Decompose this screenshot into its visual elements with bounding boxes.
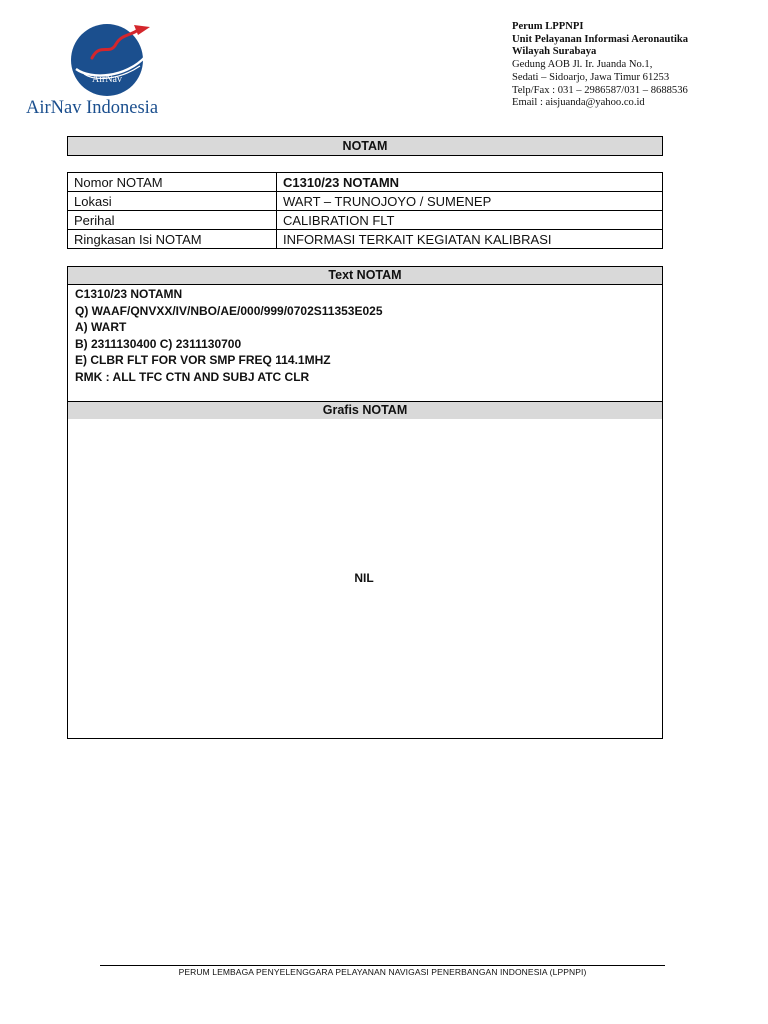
- org-unit: Unit Pelayanan Informasi Aeronautika: [512, 33, 689, 45]
- perihal-value: CALIBRATION FLT: [277, 211, 663, 230]
- nomor-label: Nomor NOTAM: [68, 173, 277, 192]
- notam-line: Q) WAAF/QNVXX/IV/NBO/AE/000/999/0702S11353E025: [75, 303, 383, 318]
- notam-info-table: [67, 172, 663, 249]
- text-notam-body: [75, 286, 383, 385]
- org-name: Perum LPPNPI: [512, 21, 584, 32]
- notam-line: C1310/23 NOTAMN: [75, 287, 183, 301]
- perihal-label: Perihal: [68, 211, 277, 230]
- table-row: [68, 230, 663, 249]
- page-title: NOTAM: [67, 136, 663, 156]
- org-building: Gedung AOB Jl. Ir. Juanda No.1,: [512, 59, 653, 71]
- organization-address: [512, 21, 752, 110]
- table-row: [68, 192, 663, 211]
- table-row: [68, 211, 663, 230]
- nomor-value: C1310/23 NOTAMN: [277, 173, 663, 192]
- org-city: Sedati – Sidoarjo, Jawa Timur 61253: [512, 71, 670, 83]
- grafis-content: NIL: [354, 571, 374, 585]
- notam-line: B) 2311130400 C) 2311130700: [75, 336, 242, 351]
- table-row: [68, 173, 663, 192]
- airnav-logo: [26, 20, 196, 120]
- footer-text: PERUM LEMBAGA PENYELENGGARA PELAYANAN NAVIGASI PENERBANGAN INDONESIA (LPPNPI): [178, 967, 587, 977]
- org-email: Email : aisjuanda@yahoo.co.id: [512, 97, 645, 109]
- text-notam-heading: Text NOTAM: [68, 267, 662, 285]
- org-phone: Telp/Fax : 031 – 2986587/031 – 8688536: [512, 84, 688, 96]
- lokasi-value: WART – TRUNOJOYO / SUMENEP: [277, 192, 663, 211]
- notam-line: A) WART: [75, 320, 127, 334]
- lokasi-label: Lokasi: [68, 192, 277, 211]
- notam-line: E) CLBR FLT FOR VOR SMP FREQ 114.1MHZ: [75, 353, 331, 367]
- org-region: Wilayah Surabaya: [512, 46, 597, 58]
- brand-name: AirNav Indonesia: [26, 98, 159, 118]
- airnav-globe-icon: [66, 22, 156, 98]
- logo-badge-text: AirNav: [92, 74, 122, 85]
- ringkasan-label: Ringkasan Isi NOTAM: [68, 230, 277, 249]
- footer-divider: [100, 965, 665, 966]
- notam-line: RMK : ALL TFC CTN AND SUBJ ATC CLR: [75, 369, 310, 384]
- ringkasan-value: INFORMASI TERKAIT KEGIATAN KALIBRASI: [277, 230, 663, 249]
- grafis-notam-heading: Grafis NOTAM: [68, 401, 662, 419]
- notam-content-box: [67, 266, 663, 739]
